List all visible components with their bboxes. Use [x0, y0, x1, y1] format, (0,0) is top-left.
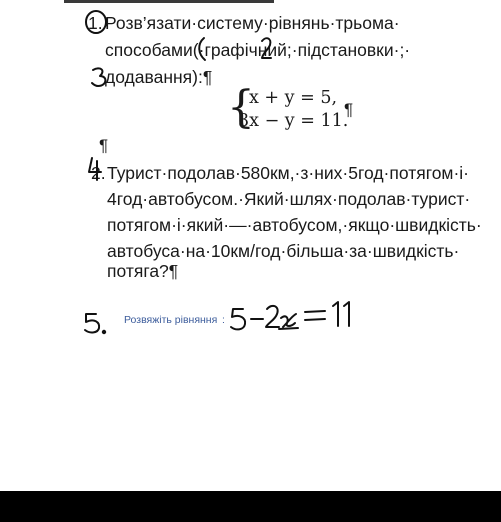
system-brace: {	[227, 82, 255, 133]
handwritten-eq-11	[333, 302, 349, 326]
task2-line-1: Турист·подолав·580км,·з·них·5год·потягом·і·	[107, 163, 469, 183]
handwritten-eq-x	[281, 314, 296, 327]
handwritten-5-icon	[85, 314, 99, 332]
task2-line-3: потягом·і·який·—·автобусом,·якщо·швидкість·	[107, 215, 482, 235]
task1-line-2: способами(·графічний;·підстановки·;·	[105, 40, 411, 60]
handwritten-2-icon	[262, 38, 271, 58]
empty-paragraph-mark: ¶	[99, 136, 109, 155]
bottom-black-bar	[0, 491, 501, 522]
handwritten-eq-equals	[305, 311, 325, 320]
handwritten-eq-underline	[279, 328, 298, 329]
task1-line-3: додавання):¶	[105, 67, 213, 87]
task1-number: 1.	[88, 13, 103, 33]
task2-line-4: автобуса·на·10км/год·більша·за·швидкість·	[107, 241, 460, 261]
solve-equation-label: Розвяжіть рівняння	[124, 314, 218, 326]
circle-around-number-1	[86, 11, 106, 33]
handwritten-eq-2	[266, 306, 279, 327]
handwritten-4-icon	[89, 158, 101, 180]
handwritten-eq-5	[231, 309, 245, 329]
handwritten-3-icon	[92, 68, 105, 86]
handwritten-bracket-stroke	[199, 38, 205, 60]
task2-line-5: потяга?¶	[107, 261, 179, 281]
task2-number: 2.	[91, 163, 106, 183]
solve-colon: :	[222, 314, 225, 326]
task2-line-2: 4год·автобусом.·Який·шлях·подолав·турист·	[107, 189, 471, 209]
task1-line-1: Розв’язати·систему·рівнянь·трьома·	[105, 13, 400, 33]
equation-2: 3x − y = 11.	[238, 111, 349, 131]
equation-1: x + y = 5,	[249, 88, 338, 108]
system-pilcrow: ¶	[344, 100, 354, 119]
